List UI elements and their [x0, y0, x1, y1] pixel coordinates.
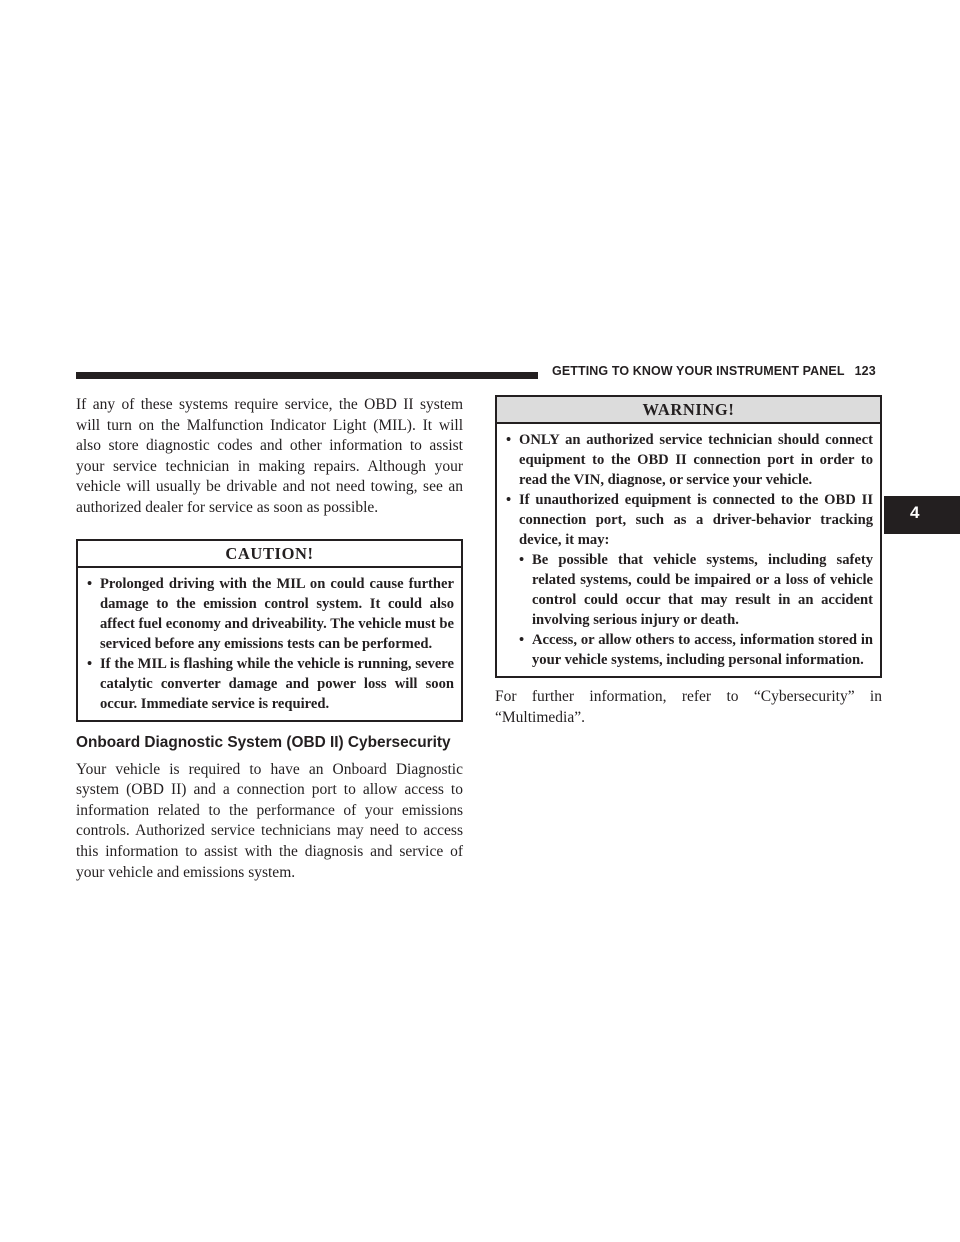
caution-item: • If the MIL is flashing while the vehicle is running, severe catalytic converter damage and power loss will soon occur. Immediate service is required. — [87, 655, 454, 712]
left-column — [76, 395, 463, 883]
further-info-paragraph: For further information, refer to “Cybersecurity” in “Multimedia”. — [495, 688, 882, 726]
section-paragraph: Your vehicle is required to have an Onboard Diagnostic system (OBD II) and a connection port to allow access to information related to the performance of your emissions controls. Authorized service technicians may need to access this information to assist with the diagnosis and service of your vehicle and emissions system. — [76, 760, 463, 881]
header-rule — [76, 372, 538, 379]
caution-list — [84, 574, 454, 714]
warning-subitem: • Access, or allow others to access, information stored in your vehicle systems, including personal information. — [519, 632, 873, 668]
chapter-title: GETTING TO KNOW YOUR INSTRUMENT PANEL — [552, 364, 845, 378]
warning-sublist — [503, 550, 873, 670]
chapter-tab-number: 4 — [910, 503, 920, 522]
caution-title: CAUTION! — [78, 541, 461, 568]
warning-item: • ONLY an authorized service technician should connect equipment to the OBD II connection port in order to read the VIN, diagnose, or service your vehicle. — [506, 432, 873, 488]
warning-title: WARNING! — [497, 397, 880, 424]
caution-item: • Prolonged driving with the MIL on could cause further damage to the emission control system. It could also affect fuel economy and driveability. The vehicle must be serviced before any emissions tests can be performed. — [87, 575, 454, 652]
page-number: 123 — [854, 364, 876, 378]
warning-box — [495, 395, 882, 678]
right-column — [495, 395, 882, 728]
chapter-tab — [884, 496, 960, 534]
section-heading: Onboard Diagnostic System (OBD II) Cybersecurity — [76, 733, 451, 751]
warning-list — [503, 430, 873, 550]
caution-box — [76, 539, 463, 722]
intro-paragraph: If any of these systems require service, the OBD II system will turn on the Malfunction Indicator Light (MIL). It will also store diagnostic codes and other information to assist your service technician in making repairs. Although your vehicle will usually be drivable and not need towing, see an authorized dealer for service as soon as possible. — [76, 396, 463, 516]
running-header — [552, 364, 882, 378]
warning-subitem: • Be possible that vehicle systems, including safety related systems, could be impaired or a loss of vehicle control could occur that may result in an accident involving serious injury or death. — [519, 552, 873, 628]
warning-item: • If unauthorized equipment is connected to the OBD II connection port, such as a driver-behavior tracking device, it may: — [506, 492, 873, 548]
